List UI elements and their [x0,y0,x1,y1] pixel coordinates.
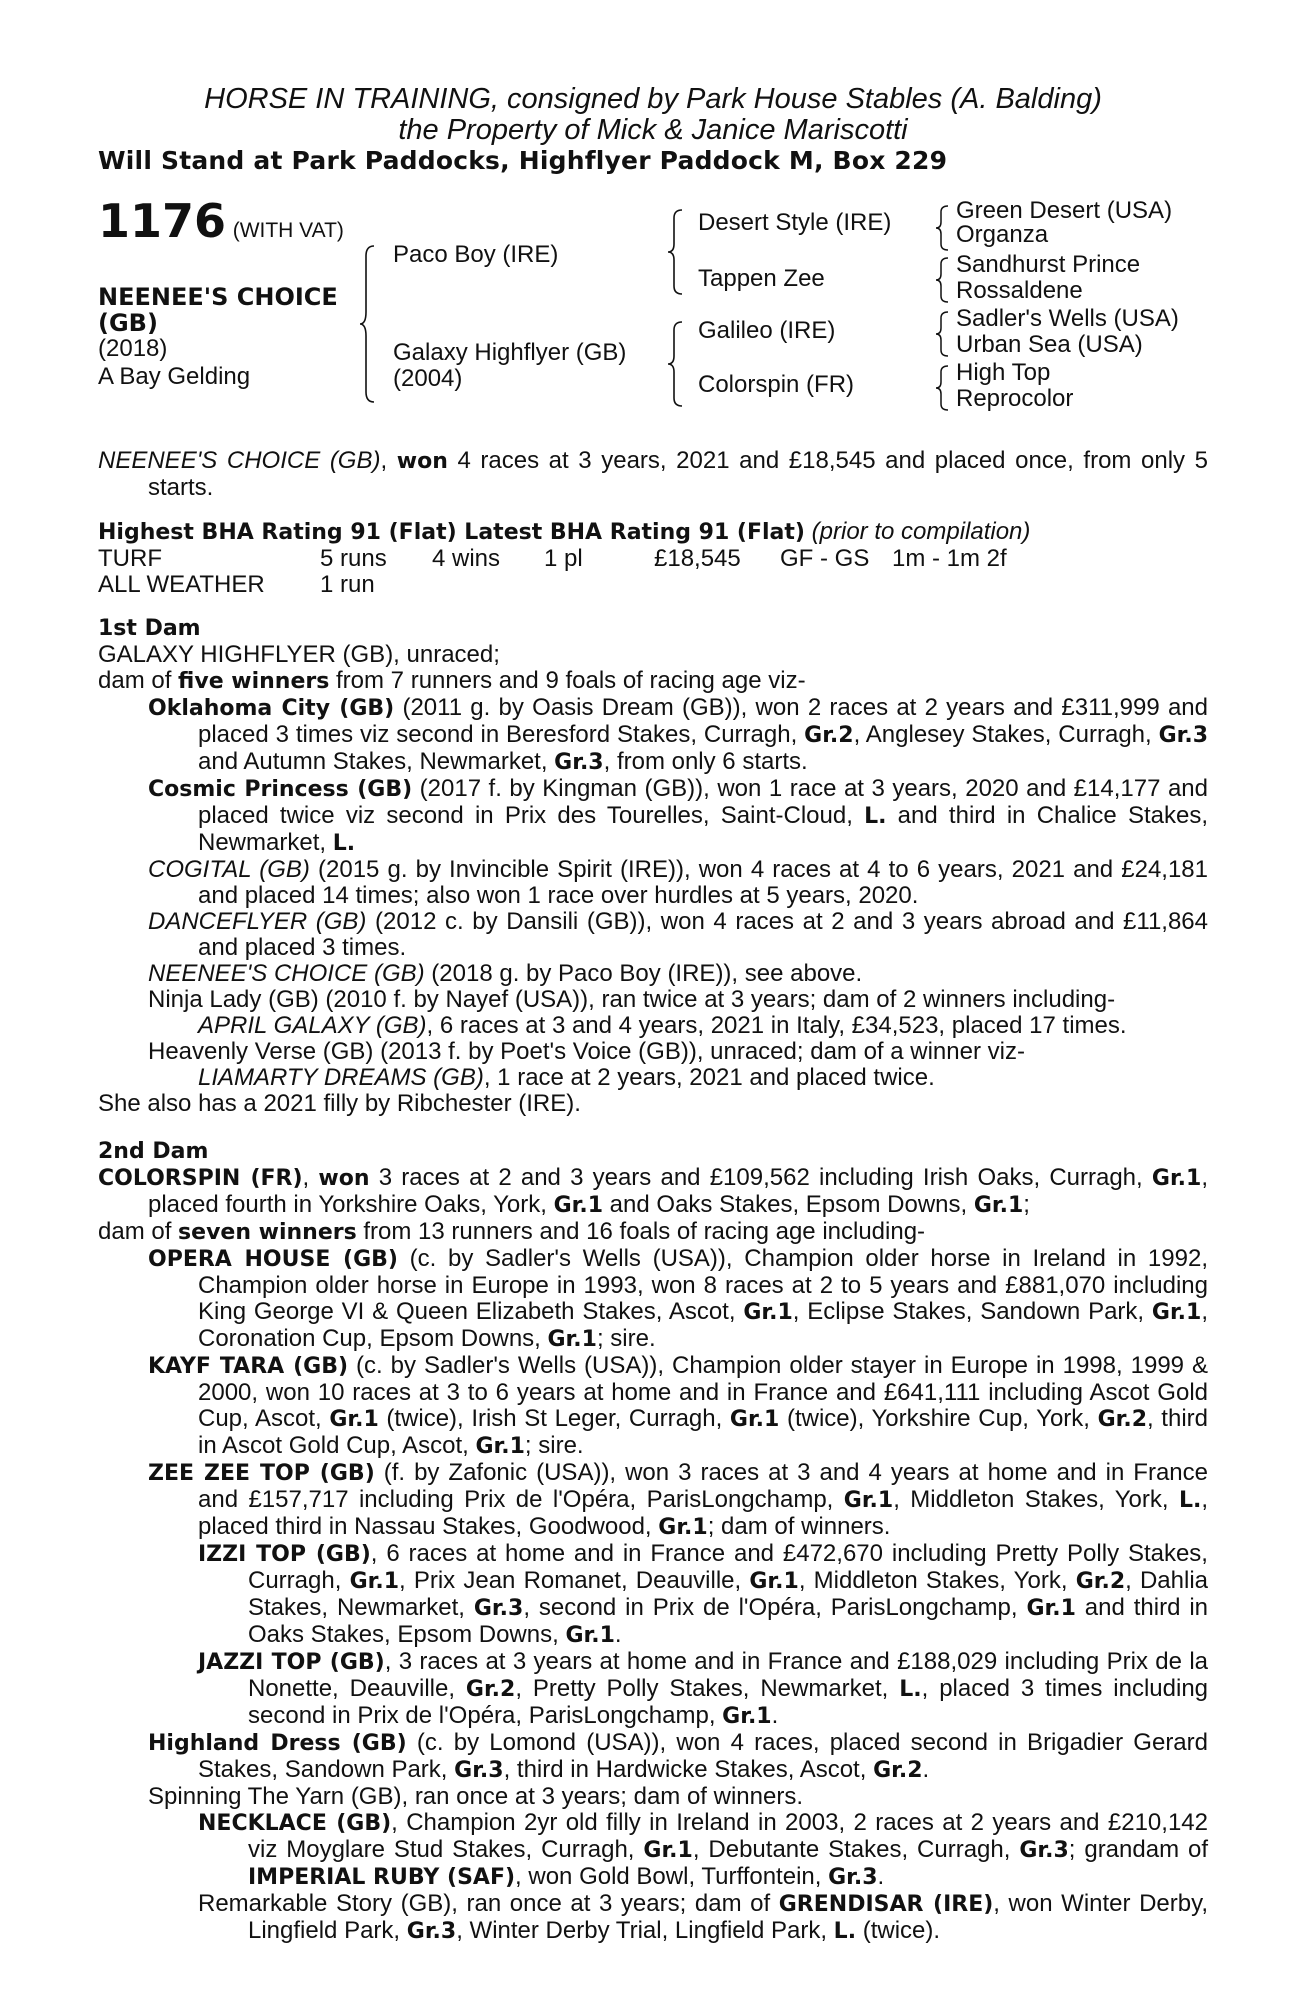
ratings-aw-row: ALL WEATHER 1 run [98,571,375,598]
brace-4 [936,204,952,252]
sire-sire: Desert Style (IRE) [698,209,892,236]
dam-sire: Galileo (IRE) [698,317,836,344]
dam-dam: Colorspin (FR) [698,371,855,398]
g4-1: Green Desert (USA) [956,197,1173,224]
location-line: Will Stand at Park Paddocks, Highflyer Paddock M, Box 229 [98,146,948,175]
g4-4: Rossaldene [956,277,1083,304]
first-dam-intro: GALAXY HIGHFLYER (GB), unraced; [98,641,500,668]
second-dam-produce: dam of seven winners from 13 runners and 16 foals of racing age including- [98,1218,926,1245]
produce-zee-zee-top: ZEE ZEE TOP (GB) (f. by Zafonic (USA)), won 3 races at 3 and 4 years at home and in France and £157,717 including Prix de l'Opéra, ParisLongchamp, Gr.1, Middleton Stakes, York, L., placed third in Nassau Stakes, Goodwood, Gr.1; dam of winners. [148,1459,1209,1540]
brace-6 [936,310,952,358]
first-dam-produce: dam of five winners from 7 runners and 9 foals of racing age viz- [98,667,806,694]
produce-jazzi-top: JAZZI TOP (GB), 3 races at 3 years at home and in France and £188,029 including Prix de la Nonette, Deauville, Gr.2, Pretty Polly Stakes, Newmarket, L., placed 3 times including second in Prix de l'Opéra, ParisLongchamp, Gr.1. [198,1648,1209,1729]
produce-cosmic-princess: Cosmic Princess (GB) (2017 f. by Kingman (GB)), won 1 race at 3 years, 2020 and £14,177 and placed twice viz second in Prix des Tourelles, Saint-Cloud, L. and third in Chalice Stakes, Newmarket, L. [148,775,1209,856]
horse-year: (2018) [98,335,168,362]
vat-note: (WITH VAT) [232,219,344,242]
produce-izzi-top: IZZI TOP (GB), 6 races at home and in France and £472,670 including Pretty Polly Stakes, Curragh, Gr.1, Prix Jean Romanet, Deauville, Gr.1, Middleton Stakes, York, Gr.2, Dahlia Stakes, Newmarket, Gr.3, second in Prix de l'Opéra, ParisLongchamp, Gr.1 and third in Oaks Stakes, Epsom Downs, Gr.1. [198,1540,1209,1648]
produce-kayf-tara: KAYF TARA (GB) (c. by Sadler's Wells (USA)), Champion older stayer in Europe in 1998, 1999 & 2000, won 10 races at 3 to 6 years at home and in France and £641,111 including Ascot Gold Cup, Ascot, Gr.1 (twice), Irish St Leger, Curragh, Gr.1 (twice), Yorkshire Cup, York, Gr.2, third in Ascot Gold Cup, Ascot, Gr.1; sire. [148,1352,1208,1459]
produce-ninja-lady: Ninja Lady (GB) (2010 f. by Nayef (USA)), ran twice at 3 years; dam of 2 winners including- [148,986,1116,1013]
g4-6: Urban Sea (USA) [956,331,1143,358]
race-summary: NEENEE'S CHOICE (GB), won 4 races at 3 years, 2021 and £18,545 and placed once, from only 5 starts. [98,447,1208,501]
produce-neenees-choice: NEENEE'S CHOICE (GB) (2018 g. by Paco Boy (IRE)), see above. [148,960,863,987]
horse-name: NEENEE'S CHOICE [98,283,338,311]
horse-description: A Bay Gelding [98,363,251,390]
produce-cogital: COGITAL (GB) (2015 g. by Invincible Spirit (IRE)), won 4 races at 4 to 6 years, 2021 and £24,181 and placed 14 times; also won 1 race over hurdles at 5 years, 2020. [148,856,1209,909]
ratings-title-line: Highest BHA Rating 91 (Flat) Latest BHA Rating 91 (Flat) (prior to compilation) [98,518,1031,545]
produce-oklahoma-city: Oklahoma City (GB) (2011 g. by Oasis Dream (GB)), won 2 races at 2 years and £311,999 and placed 3 times viz second in Beresford Stakes, Curragh, Gr.2, Anglesey Stakes, Curragh, Gr.3 and Autumn Stakes, Newmarket, Gr.3, from only 6 starts. [148,694,1208,775]
produce-remarkable-story: Remarkable Story (GB), ran once at 3 years; dam of GRENDISAR (IRE), won Winter Derby, Lingfield Park, Gr.3, Winter Derby Trial, Lingfield Park, L. (twice). [198,1890,1208,1944]
brace-2 [668,208,688,296]
pedigree-table [98,194,1208,436]
produce-april-galaxy: APRIL GALAXY (GB), 6 races at 3 and 4 years, 2021 in Italy, £34,523, placed 17 times. [198,1012,1127,1039]
lot-number: 1176 [98,194,227,248]
sire-dam: Tappen Zee [698,265,825,292]
g4-3: Sandhurst Prince [956,251,1141,278]
second-dam-heading: 2nd Dam [98,1139,209,1164]
dam-year: (2004) [393,365,463,392]
produce-danceflyer: DANCEFLYER (GB) (2012 c. by Dansili (GB)), won 4 races at 2 and 3 years abroad and £11,864 and placed 3 times. [148,908,1208,961]
ratings-turf-row: TURF 5 runs 4 wins 1 pl £18,545 GF - GS 1m - 1m 2f [98,545,1007,572]
horse-country: (GB) [98,309,158,337]
consignor-line: HORSE IN TRAINING, consigned by Park House Stables (A. Balding) [204,83,1102,115]
g4-5: Sadler's Wells (USA) [956,305,1179,332]
produce-heavenly-verse: Heavenly Verse (GB) (2013 f. by Poet's Voice (GB)), unraced; dam of a winner viz- [148,1038,1025,1065]
second-dam-colorspin: COLORSPIN (FR), won 3 races at 2 and 3 years and £109,562 including Irish Oaks, Curragh, Gr.1, placed fourth in Yorkshire Oaks, York, Gr.1 and Oaks Stakes, Epsom Downs, Gr.1; [98,1164,1208,1218]
brace-5 [936,256,952,304]
first-dam-heading: 1st Dam [98,616,201,641]
produce-opera-house: OPERA HOUSE (GB) (c. by Sadler's Wells (USA)), Champion older horse in Ireland in 1992, Champion older horse in Europe in 1993, won 8 races at 2 to 5 years and £881,070 including King George VI & Queen Elizabeth Stakes, Ascot, Gr.1, Eclipse Stakes, Sandown Park, Gr.1, Coronation Cup, Epsom Downs, Gr.1; sire. [148,1245,1208,1352]
owner-line: the Property of Mick & Janice Mariscotti [398,114,908,146]
sire: Paco Boy (IRE) [393,241,559,268]
brace-1 [360,244,380,404]
produce-spinning-the-yarn: Spinning The Yarn (GB), ran once at 3 years; dam of winners. [148,1783,804,1810]
lot-number-block [98,194,344,248]
g4-8: Reprocolor [956,385,1074,412]
catalogue-page [98,84,1208,1945]
produce-liamarty-dreams: LIAMARTY DREAMS (GB), 1 race at 2 years, 2021 and placed twice. [198,1064,935,1091]
g4-7: High Top [956,359,1051,386]
brace-3 [668,320,688,408]
produce-necklace: NECKLACE (GB), Champion 2yr old filly in Ireland in 2003, 2 races at 2 years and £210,142 viz Moyglare Stud Stakes, Curragh, Gr.1, Debutante Stakes, Curragh, Gr.3; grandam of IMPERIAL RUBY (SAF), won Gold Bowl, Turffontein, Gr.3. [198,1809,1208,1890]
ratings-block [98,519,1208,598]
first-dam-also: She also has a 2021 filly by Ribchester (IRE). [98,1090,581,1117]
brace-7 [936,364,952,412]
dam: Galaxy Highflyer (GB) [393,339,627,366]
produce-highland-dress: Highland Dress (GB) (c. by Lomond (USA)), won 4 races, placed second in Brigadier Gerard Stakes, Sandown Park, Gr.3, third in Hardwicke Stakes, Ascot, Gr.2. [148,1729,1208,1783]
g4-2: Organza [956,221,1049,248]
